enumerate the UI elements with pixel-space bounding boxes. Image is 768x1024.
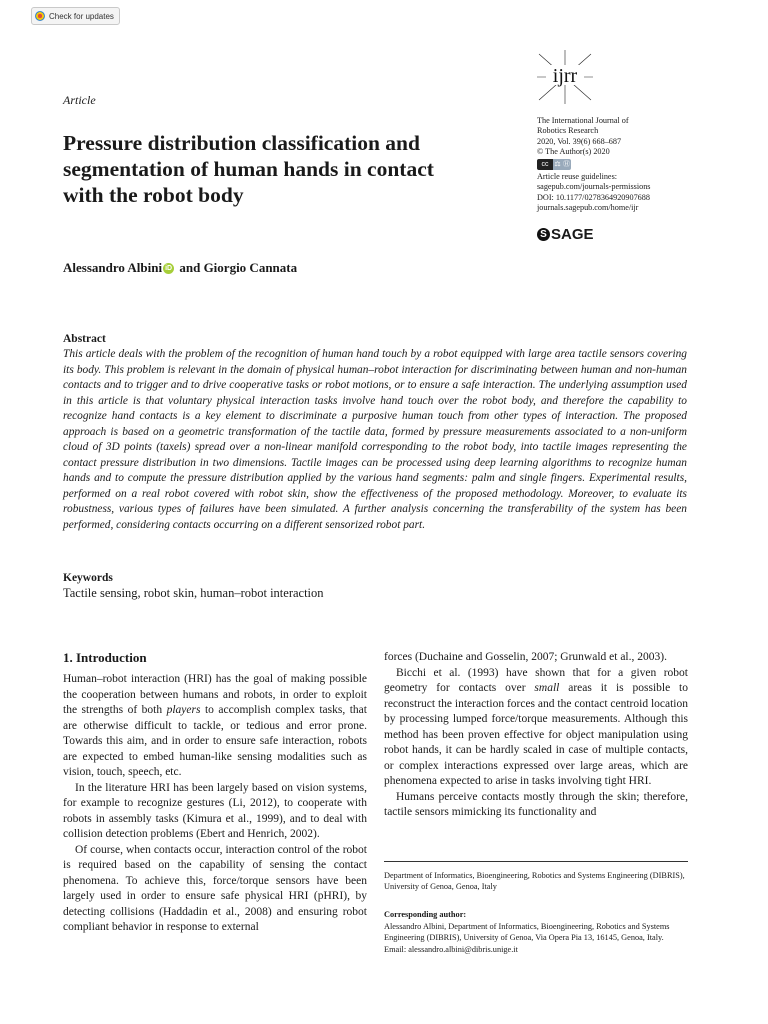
author-line bbox=[63, 260, 297, 276]
publisher-name: SAGE bbox=[551, 226, 594, 243]
cc-icon: cc bbox=[537, 159, 553, 170]
keywords-heading: Keywords bbox=[63, 572, 113, 584]
journal-metadata bbox=[537, 116, 737, 213]
journal-line: The International Journal of bbox=[537, 116, 629, 125]
sage-mark-icon: S bbox=[537, 228, 550, 241]
doi-link[interactable]: DOI: 10.1177/0278364920907688 bbox=[537, 192, 650, 202]
corresponding-author-heading: Corresponding author: bbox=[384, 910, 467, 919]
paragraph: Bicchi et al. (1993) have shown that for a given robot geometry for contacts over small areas it is possible to reconstruct the interaction forces and the contact centroid location by processing lumped force/torque measurements. Although this method has been proven effective for object manipulation using robot hands, it can be hardly scaled in case of multiple contacts, or complex interactions expressed over large areas, which are phenomena expected to arise in tasks involving tight HRI. bbox=[384, 666, 688, 787]
journal-home-link[interactable]: journals.sagepub.com/home/ijr bbox=[537, 203, 639, 213]
ijrr-logo bbox=[537, 50, 593, 104]
article-type-label: Article bbox=[63, 93, 96, 107]
abstract-text: This article deals with the problem of the recognition of human hand touch by a robot equipped with large area tactile sensors covering its body. This problem is relevant in the domain of physical human–robot interaction for discriminating between human and non-human contacts and to trigger and to drive cooperative tasks or robot motions, or to ensure a safe interaction. The underlying assumption used in this article is that voluntary physical interaction tasks involve hand touch over the robot body, and therefore the capability to recognize hand contacts is a key element to discriminate a purposive human touch from other types of interaction. The proposed approach is based on a geometric transformation of the tactile data, formed by pressure measurements associated to a non-uniform cloud of 3D points (taxels) spread over a non-linear manifold corresponding to the robot body, into tactile images representing the contact pressure distribution in two dimensions. Tactile images can be processed using deep learning algorithms to recognize human hands and to compute the pressure distribution applied by the various hand segments: palm and single fingers. Experimental results, performed on a real robot covered with robot skin, show the effectiveness of the proposed methodology. Moreover, to evaluate its robustness, various types of failures have been simulated. A further analysis concerning the transferability of the system has been performed, considering contacts occurring on a different sensorized robot part. bbox=[63, 348, 687, 531]
paragraph: Humans perceive contacts mostly through the skin; therefore, tactile sensors mimicking its functionality and bbox=[384, 790, 688, 818]
cc-license-badge[interactable] bbox=[537, 158, 737, 171]
journal-line: © The Author(s) 2020 bbox=[537, 146, 610, 156]
journal-line: 2020, Vol. 39(6) 668–687 bbox=[537, 136, 622, 146]
crossmark-icon bbox=[35, 11, 45, 21]
logo-text: ijrr bbox=[552, 65, 578, 87]
nc-icon: Ⓗ bbox=[563, 161, 570, 169]
abstract-heading: Abstract bbox=[63, 333, 106, 345]
sage-logo bbox=[537, 226, 594, 243]
check-for-updates-label: Check for updates bbox=[49, 11, 114, 21]
other-authors: and Giorgio Cannata bbox=[176, 260, 298, 275]
corresponding-author-block bbox=[384, 921, 688, 955]
corresponding-author-address: Alessandro Albini, Department of Informatics, Bioengineering, Robotics and Systems Engineering (DIBRIS), University of Genoa, Via Opera Pia 13, 16145, Genoa, Italy. bbox=[384, 922, 670, 943]
permissions-link[interactable]: sagepub.com/journals-permissions bbox=[537, 182, 651, 192]
paragraph: forces (Duchaine and Gosselin, 2007; Grunwald et al., 2003). bbox=[384, 651, 667, 663]
affiliation-footnote: Department of Informatics, Bioengineering, Robotics and Systems Engineering (DIBRIS), University of Genoa, Genoa, Italy bbox=[384, 871, 685, 892]
paper-title: Pressure distribution classification and segmentation of human hands in contact with the robot body bbox=[63, 131, 434, 207]
left-column bbox=[63, 672, 367, 936]
footnote-divider bbox=[384, 861, 688, 862]
paragraph: Human–robot interaction (HRI) has the goal of making possible the cooperation between humans and robots, in order to exploit the strengths of both players to accomplish complex tasks, that are otherwise difficult to tackle, or tedious and error prone. Towards this aim, and in order to ensure safe interaction, robots are expected to embed human-like sensing modalities such as vision, touch, speech, etc. bbox=[63, 673, 367, 778]
keywords-text: Tactile sensing, robot skin, human–robot interaction bbox=[63, 586, 324, 600]
first-author: Alessandro Albini bbox=[63, 260, 163, 275]
paragraph: Of course, when contacts occur, interaction control of the robot is required based on the capability of sensing the contact phenomena. To achieve this, force/torque sensors have been largely used in order to ensure safe physical HRI (pHRI), by detecting collisions (Haddadin et al., 2008) and ensuring robot compliant behavior in response to external bbox=[63, 843, 367, 933]
orcid-icon[interactable]: iD bbox=[165, 264, 173, 272]
by-icon: ⚖ bbox=[554, 161, 561, 169]
author-email[interactable]: Email: alessandro.albini@dibris.unige.it bbox=[384, 944, 518, 954]
paragraph: In the literature HRI has been largely based on vision systems, for example to recognize gestures (Li, 2012), to cooperate with robots in assembly tasks (Kimura et al., 1999), and to deal with collision detection problems (Ebert and Henrich, 2002). bbox=[63, 781, 367, 840]
section-heading: 1. Introduction bbox=[63, 650, 147, 665]
check-for-updates-badge[interactable] bbox=[31, 7, 120, 25]
journal-line: Article reuse guidelines: bbox=[537, 172, 618, 182]
journal-line: Robotics Research bbox=[537, 126, 599, 136]
right-column bbox=[384, 650, 688, 821]
